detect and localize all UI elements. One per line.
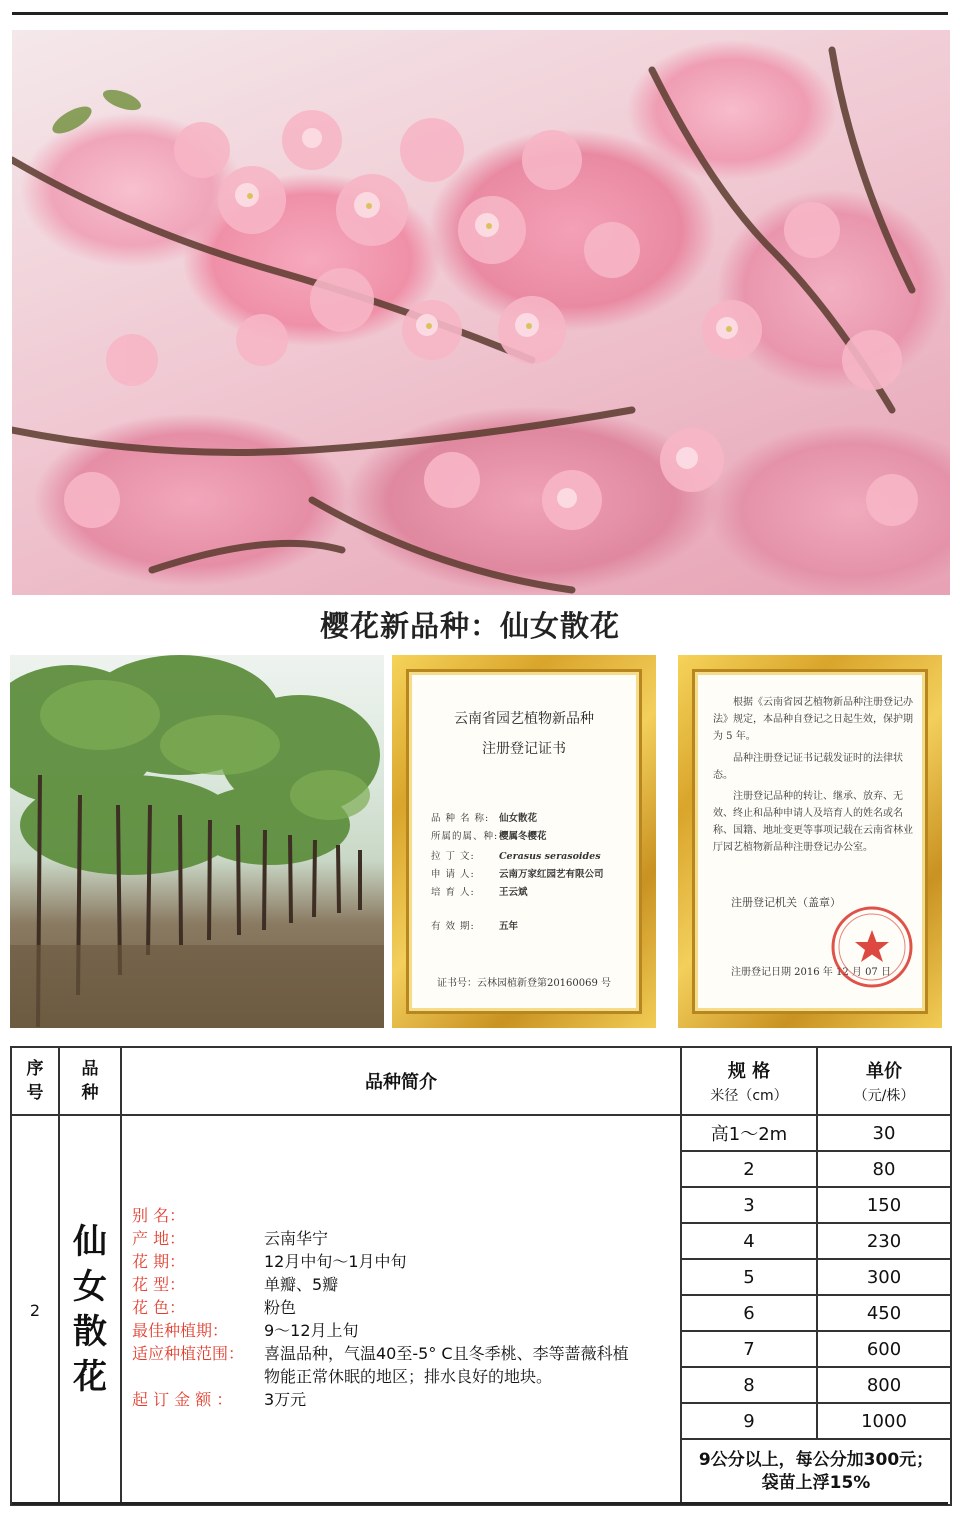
- price-cell: 30: [817, 1115, 951, 1151]
- attr-flower-type: [132, 1273, 680, 1296]
- spec-cell: 7: [681, 1331, 817, 1367]
- certificate-number: 证书号：云林园植新登第20160069 号: [436, 978, 612, 989]
- attr-key: 花 期：: [132, 1252, 186, 1271]
- certificate-row: [431, 884, 528, 898]
- certificate-row: [431, 810, 537, 824]
- attr-flowering-period: [132, 1250, 680, 1273]
- row-label: 拉 丁 文:: [431, 851, 475, 862]
- attr-origin: [132, 1227, 680, 1250]
- attr-value: 单瓣、5瓣: [264, 1275, 339, 1294]
- certificate-row: [431, 918, 518, 932]
- header-spec-unit: 米径（cm）: [710, 1088, 788, 1104]
- price-cell: 450: [817, 1295, 951, 1331]
- variety-name-cell: [59, 1115, 121, 1505]
- certificate-paragraph-3: 注册登记品种的转让、继承、放弃、无效、终止和品种申请人及培育人的姓名或名称、国籍、地址变更等事项记载在云南省林业厅园艺植物新品种注册登记办公室。: [713, 791, 913, 853]
- certificate-row: [431, 866, 604, 880]
- header-price-unit: （元/株）: [853, 1088, 915, 1104]
- official-seal-icon: [829, 904, 915, 990]
- attr-value: 喜温品种，气温40至-5° C且冬季桃、李等蔷薇科植: [264, 1344, 629, 1363]
- attr-key: 起 订 金 额 ：: [132, 1390, 233, 1409]
- certificate-authority: 注册登记机关（盖章）: [731, 896, 841, 909]
- attr-key: 产 地：: [132, 1229, 186, 1248]
- page-headline: 樱花新品种：仙女散花: [319, 609, 620, 643]
- bottom-rule: [12, 1502, 948, 1505]
- orchard-photo: [10, 655, 384, 1028]
- row-label: 所属的属、种:: [431, 831, 499, 842]
- spec-cell: 6: [681, 1295, 817, 1331]
- attr-min-order: [132, 1388, 680, 1411]
- header-spec-label: 规 格: [727, 1061, 771, 1082]
- certificate-paragraph-2: 品种注册登记证书记载发证时的法律状态。: [713, 753, 903, 781]
- row-label: 培 育 人:: [431, 887, 475, 898]
- row-value: 王云斌: [499, 887, 528, 898]
- row-value: 樱属冬樱花: [499, 831, 547, 842]
- price-table: [10, 1046, 952, 1506]
- certificate-paragraph-1: 根据《云南省园艺植物新品种注册登记办法》规定，本品种自登记之日起生效，保护期为 5 年。: [713, 697, 913, 742]
- row-value: 仙女散花: [499, 813, 538, 824]
- row-value: 云南万家红园艺有限公司: [499, 869, 604, 880]
- attr-value: 9～12月上旬: [264, 1321, 359, 1340]
- spec-cell: 4: [681, 1223, 817, 1259]
- certificate-back-page: [692, 669, 928, 1014]
- attr-best-planting: [132, 1319, 680, 1342]
- spec-cell: 8: [681, 1367, 817, 1403]
- table-header-row: [11, 1047, 951, 1115]
- attr-value: 12月中旬～1月中旬: [264, 1252, 407, 1271]
- attr-value: 3万元: [264, 1390, 307, 1409]
- attr-flower-color: [132, 1296, 680, 1319]
- seq-number: 2: [11, 1115, 59, 1505]
- certificate-front: [392, 655, 656, 1028]
- spec-cell: 高1～2m: [681, 1115, 817, 1151]
- certificate-front-page: [406, 669, 642, 1014]
- attr-value: 粉色: [264, 1298, 297, 1317]
- header-variety: 品种: [59, 1047, 121, 1115]
- price-cell: 150: [817, 1187, 951, 1223]
- attr-suitable-range-cont: [132, 1365, 680, 1388]
- header-price-label: 单价: [866, 1061, 902, 1082]
- attr-key: 适应种植范围：: [132, 1344, 245, 1363]
- certificate-back: [678, 655, 942, 1028]
- row-label: 有 效 期:: [431, 921, 475, 932]
- header-spec: [681, 1047, 817, 1115]
- price-cell: 800: [817, 1367, 951, 1403]
- attr-key: 花 型：: [132, 1275, 186, 1294]
- certificate-date: 注册登记日期 2016 年 12 月 07 日: [731, 967, 891, 978]
- spec-cell: 2: [681, 1151, 817, 1187]
- attr-key: 别 名：: [132, 1206, 186, 1225]
- spec-cell: 9: [681, 1403, 817, 1439]
- row-label: 品 种 名 称:: [431, 813, 490, 824]
- header-price: [817, 1047, 951, 1115]
- variety-intro: [121, 1115, 681, 1505]
- variety-name: 仙女散花: [73, 1222, 107, 1397]
- price-cell: 600: [817, 1331, 951, 1367]
- attr-suitable-range: [132, 1342, 680, 1365]
- orchard-trees-illustration: [10, 655, 384, 1028]
- attr-value: 物能正常休眠的地区；排水良好的地块。: [264, 1367, 553, 1386]
- attr-alias: [132, 1204, 680, 1227]
- attr-key: 最佳种植期：: [132, 1321, 229, 1340]
- certificate-row: [431, 828, 547, 842]
- spec-cell: 5: [681, 1259, 817, 1295]
- blossom-branches-illustration: [12, 30, 950, 595]
- header-intro: 品种简介: [121, 1047, 681, 1115]
- header-seq: 序号: [11, 1047, 59, 1115]
- price-cell: 230: [817, 1223, 951, 1259]
- pricing-note-line1: 9公分以上，每公分加300元；: [698, 1450, 934, 1470]
- certificate-title-line2: 注册登记证书: [482, 741, 566, 757]
- price-cell: 1000: [817, 1403, 951, 1439]
- table-row: [11, 1115, 951, 1151]
- certificate-title-line1: 云南省园艺植物新品种: [454, 711, 594, 727]
- pricing-note-line2: 袋苗上浮15%: [761, 1473, 871, 1493]
- attr-value: 云南华宁: [264, 1229, 329, 1248]
- row-value: 五年: [499, 921, 519, 932]
- attr-key: 花 色：: [132, 1298, 186, 1317]
- row-label: 申 请 人:: [431, 869, 475, 880]
- certificate-row: [431, 848, 601, 862]
- variety-price-table: [10, 1046, 950, 1498]
- row-value: Cerasus serasoides: [499, 851, 601, 862]
- top-rule: [12, 12, 948, 15]
- spec-cell: 3: [681, 1187, 817, 1223]
- price-cell: 300: [817, 1259, 951, 1295]
- pricing-note: [681, 1439, 951, 1505]
- price-cell: 80: [817, 1151, 951, 1187]
- cherry-blossom-photo: [12, 30, 950, 595]
